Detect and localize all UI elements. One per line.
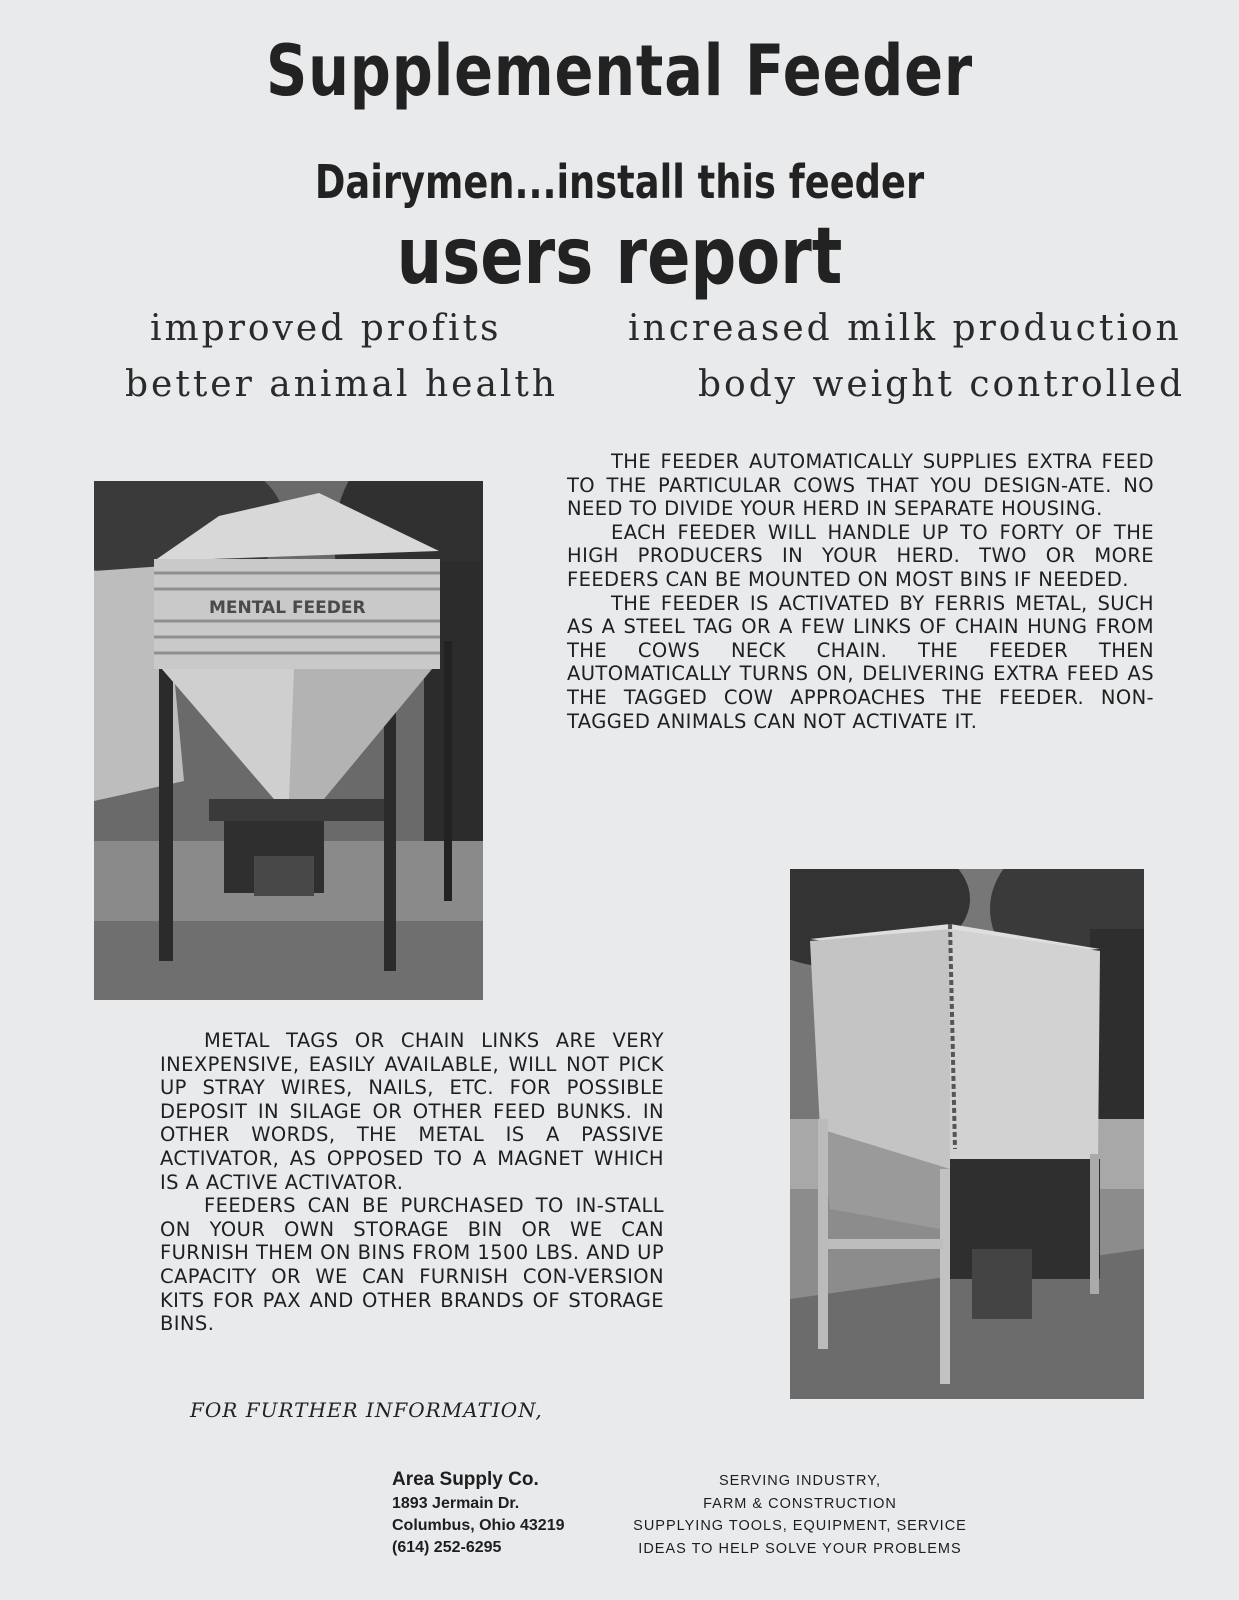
description-paragraph-1: THE FEEDER AUTOMATICALLY SUPPLIES EXTRA FEED TO THE PARTICULAR COWS THAT YOU DESIGN-ATE. NO NEED TO DIVIDE YOUR HERD IN SEPARATE HOUSING.: [567, 450, 1154, 521]
report-heading: users report: [396, 212, 843, 302]
company-phone: (614) 252-6295: [392, 1539, 502, 1556]
description-paragraph-3: THE FEEDER IS ACTIVATED BY FERRIS METAL, SUCH AS A STEEL TAG OR A FEW LINKS OF CHAIN HUNG FROM THE COWS NECK CHAIN. THE FEEDER THEN AUTOMATICALLY TURNS ON, DELIVERING EXTRA FEED AS THE TAGGED COW APPROACHES THE FEEDER. NON-TAGGED ANIMALS CAN NOT ACTIVATE IT.: [567, 591, 1154, 733]
further-information-label: FOR FURTHER INFORMATION,: [190, 1398, 543, 1422]
silo-feeder-illustration: [94, 481, 483, 1000]
feeder-description-text: [567, 450, 1154, 733]
feeder-box-photo: [790, 869, 1144, 1399]
benefit-body-weight: body weight controlled: [698, 364, 1186, 405]
company-city: Columbus, Ohio 43219: [392, 1517, 565, 1534]
feeder-box-illustration: [790, 869, 1144, 1399]
activator-paragraph-1: METAL TAGS OR CHAIN LINKS ARE VERY INEXPENSIVE, EASILY AVAILABLE, WILL NOT PICK UP STRAY WIRES, NAILS, ETC. FOR POSSIBLE DEPOSIT IN SILAGE OR OTHER FEED BUNKS. IN OTHER WORDS, THE METAL IS A PASSIVE ACTIVATOR, AS OPPOSED TO A MAGNET WHICH IS A ACTIVE ACTIVATOR.: [160, 1029, 664, 1194]
activator-description-text: [160, 1029, 664, 1336]
subtitle: Dairymen...install this feeder: [314, 155, 925, 209]
benefit-animal-health: better animal health: [125, 364, 559, 405]
company-contact: [392, 1467, 564, 1559]
company-name: Area Supply Co.: [392, 1469, 539, 1490]
description-paragraph-2: EACH FEEDER WILL HANDLE UP TO FORTY OF THE HIGH PRODUCERS IN YOUR HERD. TWO OR MORE FEEDERS CAN BE MOUNTED ON MOST BINS IF NEEDED.: [567, 520, 1154, 591]
tagline-line-2: FARM & CONSTRUCTION: [703, 1495, 897, 1512]
tagline-line-4: IDEAS TO HELP SOLVE YOUR PROBLEMS: [638, 1540, 962, 1557]
tagline-line-1: SERVING INDUSTRY,: [718, 1473, 882, 1489]
company-street: 1893 Jermain Dr.: [392, 1495, 520, 1512]
benefit-improved-profits: improved profits: [150, 308, 502, 349]
silo-sign-text: MENTAL FEEDER: [209, 598, 366, 618]
silo-feeder-photo: [94, 481, 483, 1000]
activator-paragraph-2: FEEDERS CAN BE PURCHASED TO IN-STALL ON YOUR OWN STORAGE BIN OR WE CAN FURNISH THEM ON BINS FROM 1500 LBS. AND UP CAPACITY OR WE CAN FURNISH CON-VERSION KITS FOR PAX AND OTHER BRANDS OF STORAGE BINS.: [160, 1194, 664, 1336]
main-title: Supplemental Feeder: [265, 30, 974, 112]
tagline-line-3: SUPPLYING TOOLS, EQUIPMENT, SERVICE: [633, 1518, 967, 1534]
benefit-milk-production: increased milk production: [628, 308, 1182, 349]
company-tagline: [600, 1470, 1000, 1560]
